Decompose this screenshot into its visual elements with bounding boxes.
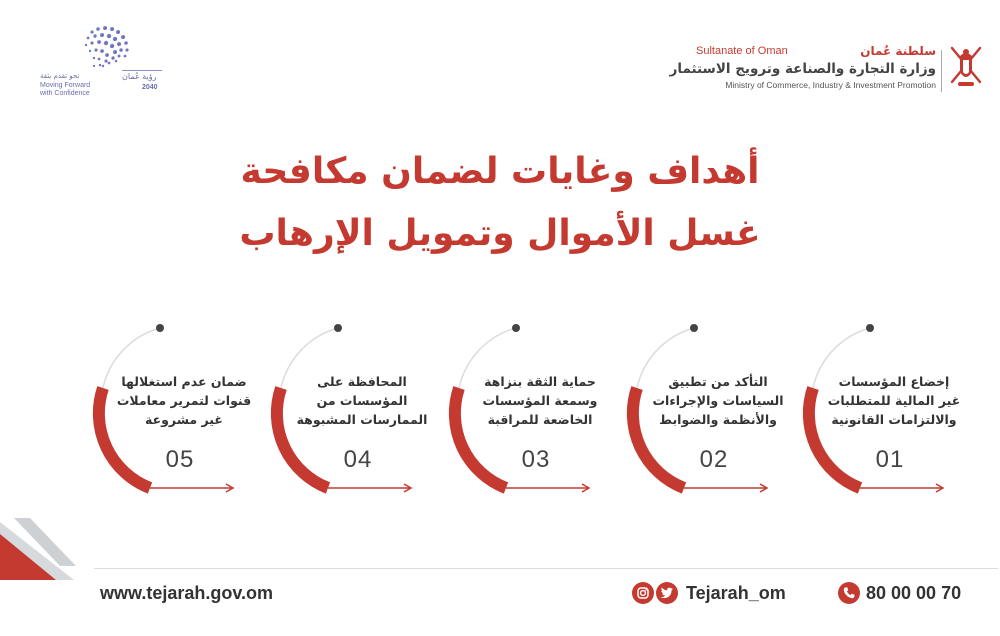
- vision-tagline-en-1: Moving Forward: [40, 82, 91, 89]
- step-01-line-2: غير المالية للمتطلبات: [827, 393, 961, 408]
- step-05-line-1: ضمان عدم استغلالها: [121, 374, 247, 389]
- step-04: [268, 318, 448, 508]
- step-05-number: 05: [165, 446, 195, 473]
- step-02-line-3: والأنظمة والضوابط: [659, 412, 777, 427]
- website-link[interactable]: www.tejarah.gov.om: [100, 583, 274, 603]
- ministry-name-en: Ministry of Commerce, Industry & Investment Promotion: [725, 80, 936, 90]
- sultanate-name-ar: سلطنة عُمان: [860, 44, 936, 58]
- step-04-line-1: المحافظة على: [317, 374, 407, 389]
- step-04-line-2: المؤسسات من: [316, 393, 408, 408]
- step-04-line-3: الممارسات المشبوهة: [296, 412, 428, 427]
- oman-vision-2040-logo: [30, 18, 200, 108]
- header-divider: [941, 50, 942, 92]
- ministry-name-ar: وزارة التجارة والصناعة وترويج الاستثمار: [669, 61, 936, 77]
- vision-year: 2040: [142, 84, 158, 91]
- step-03-number: 03: [521, 446, 551, 473]
- step-02-text: [644, 372, 792, 429]
- phone-number[interactable]: 80 00 00 70: [866, 583, 962, 603]
- step-03-line-2: وسمعة المؤسسات: [482, 393, 598, 408]
- step-05-line-2: قنوات لتمرير معاملات: [116, 393, 252, 408]
- ministry-title-block: [636, 44, 936, 90]
- step-02-number: 02: [699, 446, 729, 473]
- oman-emblem-icon: [946, 42, 986, 92]
- step-03-line-1: حماية الثقة بنزاهة: [484, 374, 596, 389]
- step-04-text: [288, 372, 436, 429]
- step-01-line-1: إخضاع المؤسسات: [838, 374, 950, 389]
- sultanate-name-en: Sultanate of Oman: [696, 45, 788, 57]
- page-title-line-2: غسل الأموال وتمويل الإرهاب: [239, 213, 761, 254]
- step-02: [624, 318, 804, 508]
- vision-tagline-ar: نحو تقدم بثقة: [40, 72, 80, 80]
- step-01-text: [820, 372, 968, 429]
- corner-decoration: [0, 516, 80, 580]
- step-03: [446, 318, 626, 508]
- step-02-line-2: السياسات والإجراءات: [652, 393, 784, 408]
- phone-icon: [838, 582, 860, 604]
- step-01-line-3: والالتزامات القانونية: [831, 412, 957, 427]
- step-03-line-3: الخاضعة للمراقبة: [487, 412, 593, 427]
- step-05: [90, 318, 270, 508]
- footer-divider: [94, 568, 998, 569]
- step-03-text: [466, 372, 614, 429]
- step-04-number: 04: [343, 446, 373, 473]
- page-title-line-1: أهداف وغايات لضمان مكافحة: [240, 151, 760, 192]
- step-05-line-3: غير مشروعة: [145, 412, 223, 427]
- step-01-number: 01: [875, 446, 905, 473]
- step-05-text: [110, 372, 258, 429]
- step-01: [800, 318, 980, 508]
- twitter-icon[interactable]: [656, 582, 678, 604]
- social-handle[interactable]: Tejarah_om: [686, 583, 786, 603]
- vision-tagline-en-2: with Confidence: [40, 90, 90, 97]
- instagram-icon[interactable]: [632, 582, 654, 604]
- vision-brand-ar: رؤية عُمان: [122, 72, 157, 81]
- step-02-line-1: التأكد من تطبيق: [668, 374, 768, 389]
